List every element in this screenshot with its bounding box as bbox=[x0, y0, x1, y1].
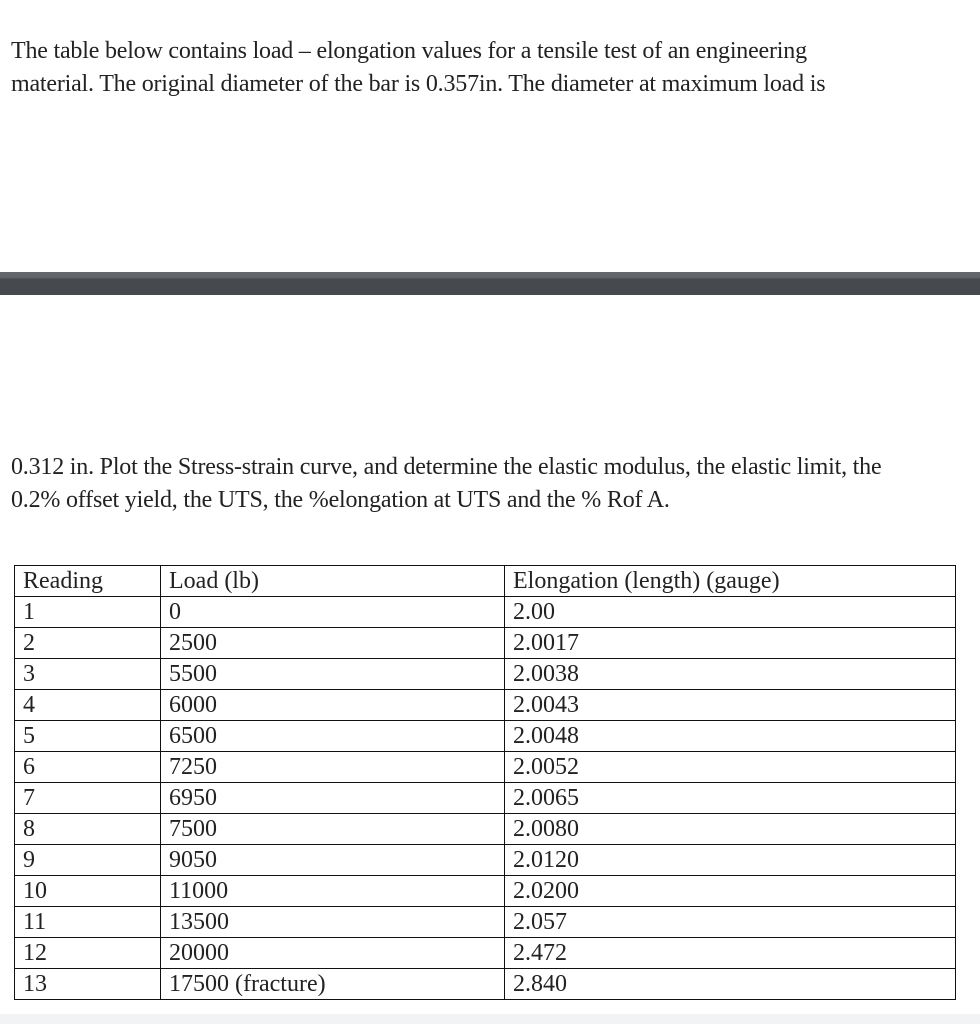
table-row bbox=[15, 690, 956, 721]
table-row bbox=[15, 938, 956, 969]
cell-load: 17500 (fracture) bbox=[161, 969, 505, 1000]
cell-load: 6500 bbox=[161, 721, 505, 752]
intro-line-2: material. The original diameter of the bar is 0.357in. The diameter at maximum load is bbox=[11, 71, 826, 97]
cell-elongation: 2.0052 bbox=[505, 752, 956, 783]
cell-load: 7250 bbox=[161, 752, 505, 783]
header-reading: Reading bbox=[15, 566, 161, 597]
table-row bbox=[15, 752, 956, 783]
page-break-divider-highlight bbox=[0, 272, 980, 277]
question-line-2: 0.2% offset yield, the UTS, the %elongation at UTS and the % Rof A. bbox=[11, 487, 670, 513]
header-load: Load (lb) bbox=[161, 566, 505, 597]
cell-reading: 5 bbox=[15, 721, 161, 752]
cell-load: 7500 bbox=[161, 814, 505, 845]
intro-paragraph bbox=[11, 35, 971, 101]
cell-elongation: 2.472 bbox=[505, 938, 956, 969]
cell-elongation: 2.0065 bbox=[505, 783, 956, 814]
cell-load: 5500 bbox=[161, 659, 505, 690]
cell-load: 13500 bbox=[161, 907, 505, 938]
cell-reading: 8 bbox=[15, 814, 161, 845]
cell-elongation: 2.00 bbox=[505, 597, 956, 628]
cell-reading: 6 bbox=[15, 752, 161, 783]
table-header-row bbox=[15, 566, 956, 597]
cell-elongation: 2.840 bbox=[505, 969, 956, 1000]
intro-line-1: The table below contains load – elongation values for a tensile test of an engineering bbox=[11, 38, 807, 64]
table-row bbox=[15, 597, 956, 628]
table-row bbox=[15, 876, 956, 907]
cell-elongation: 2.0120 bbox=[505, 845, 956, 876]
cell-elongation: 2.0038 bbox=[505, 659, 956, 690]
cell-reading: 4 bbox=[15, 690, 161, 721]
question-paragraph bbox=[11, 451, 971, 517]
cell-load: 11000 bbox=[161, 876, 505, 907]
table-row bbox=[15, 659, 956, 690]
cell-reading: 13 bbox=[15, 969, 161, 1000]
header-elongation: Elongation (length) (gauge) bbox=[505, 566, 956, 597]
cell-reading: 1 bbox=[15, 597, 161, 628]
load-elongation-table bbox=[14, 565, 956, 1000]
cell-elongation: 2.0017 bbox=[505, 628, 956, 659]
table-row bbox=[15, 628, 956, 659]
cell-reading: 10 bbox=[15, 876, 161, 907]
cell-elongation: 2.0043 bbox=[505, 690, 956, 721]
cell-reading: 3 bbox=[15, 659, 161, 690]
cell-load: 20000 bbox=[161, 938, 505, 969]
cell-load: 2500 bbox=[161, 628, 505, 659]
cell-load: 9050 bbox=[161, 845, 505, 876]
table-row bbox=[15, 907, 956, 938]
cell-load: 6000 bbox=[161, 690, 505, 721]
cell-load: 6950 bbox=[161, 783, 505, 814]
cell-reading: 7 bbox=[15, 783, 161, 814]
cell-elongation: 2.0048 bbox=[505, 721, 956, 752]
question-line-1: 0.312 in. Plot the Stress-strain curve, and determine the elastic modulus, the elastic limit, the bbox=[11, 454, 882, 480]
cell-reading: 12 bbox=[15, 938, 161, 969]
table-row bbox=[15, 721, 956, 752]
cell-load: 0 bbox=[161, 597, 505, 628]
table-row bbox=[15, 969, 956, 1000]
cell-elongation: 2.0200 bbox=[505, 876, 956, 907]
table-row bbox=[15, 845, 956, 876]
page-bottom-band bbox=[0, 1014, 980, 1024]
cell-reading: 2 bbox=[15, 628, 161, 659]
cell-elongation: 2.057 bbox=[505, 907, 956, 938]
cell-reading: 9 bbox=[15, 845, 161, 876]
cell-reading: 11 bbox=[15, 907, 161, 938]
table-row bbox=[15, 783, 956, 814]
cell-elongation: 2.0080 bbox=[505, 814, 956, 845]
table-row bbox=[15, 814, 956, 845]
